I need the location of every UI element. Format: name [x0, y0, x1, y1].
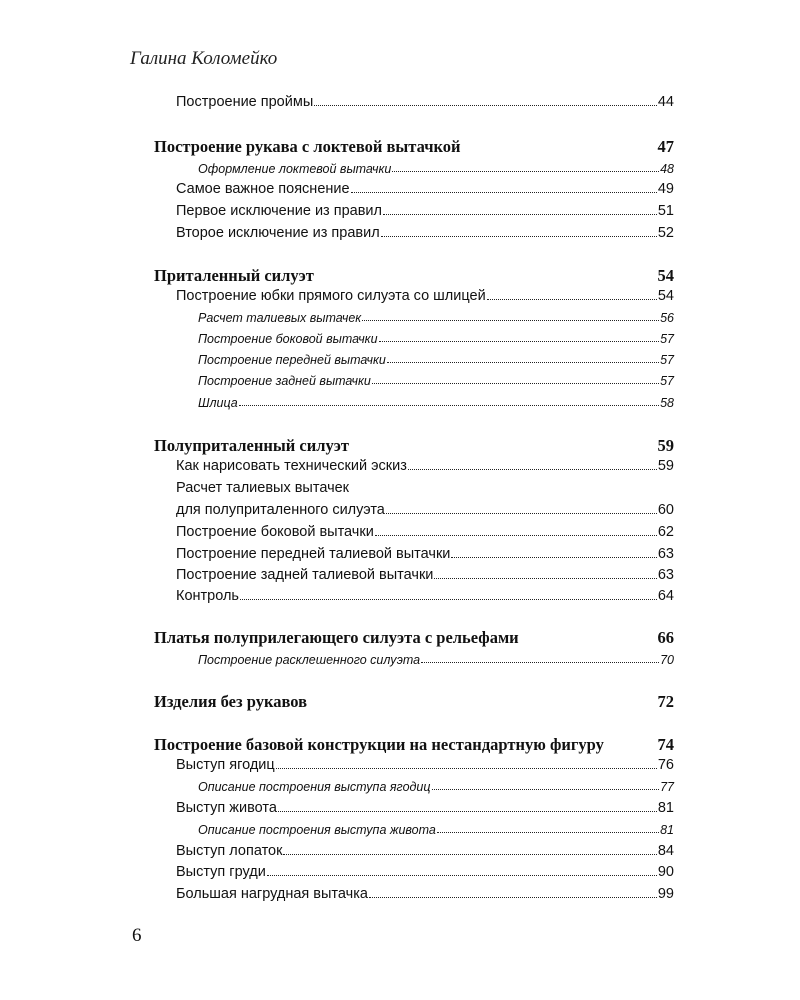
toc-entry-title: Выступ ягодиц [176, 757, 275, 773]
toc-entry-page: 52 [657, 225, 674, 241]
toc-section-title: Полуприталенный силуэт [154, 436, 349, 455]
toc-entry-title: Построение задней вытачки [198, 374, 371, 388]
toc-section-title: Изделия без рукавов [154, 692, 308, 711]
toc-entry-page: 77 [660, 780, 674, 794]
toc-entry-title: Построение расклешенного силуэта [198, 653, 421, 667]
toc-leader-dots [278, 811, 657, 812]
toc-leader-dots [381, 236, 657, 237]
toc-leader-dots [421, 662, 659, 663]
toc-entry-title: Расчет талиевых вытачек [198, 311, 362, 325]
toc-entry-title: Выступ живота [176, 800, 277, 816]
toc-leader-dots [240, 599, 657, 600]
toc-leader-dots [276, 768, 657, 769]
table-of-contents [154, 0, 674, 1000]
toc-entry-title: Первое исключение из правил [176, 203, 382, 219]
toc-leader-dots [267, 875, 657, 876]
toc-entry-title: Описание построения выступа живота [198, 823, 436, 837]
toc-entry-page: 81 [657, 800, 674, 816]
toc-entry-title: Построение юбки прямого силуэта со шлицей [176, 288, 486, 304]
toc-section-page: 74 [657, 735, 674, 754]
toc-section-sleeve[interactable] [154, 137, 674, 157]
toc-leader-dots [314, 105, 657, 106]
toc-entry-title: Построение боковой вытачки [198, 332, 378, 346]
toc-entry-page: 62 [657, 524, 674, 540]
toc-leader-dots [387, 362, 659, 363]
toc-entry-page: 59 [657, 458, 674, 474]
toc-entry-title: Как нарисовать технический эскиз [176, 458, 407, 474]
toc-entry-page: 81 [660, 823, 674, 837]
toc-entry-page: 63 [657, 546, 674, 562]
toc-entry-belly-desc[interactable] [198, 823, 674, 837]
toc-entry-title: Оформление локтевой вытачки [198, 162, 392, 176]
toc-entry-title: Контроль [176, 588, 239, 604]
toc-entry-side-dart[interactable] [198, 332, 674, 346]
toc-leader-dots [451, 557, 656, 558]
toc-entry-title: Построение передней вытачки [198, 353, 386, 367]
toc-entry-front-waist-dart[interactable] [176, 546, 674, 562]
toc-entry-elbow-dart[interactable] [198, 162, 674, 176]
toc-leader-dots [283, 854, 656, 855]
toc-leader-dots [362, 320, 659, 321]
toc-entry-page: 58 [660, 396, 674, 410]
toc-entry-title: Построение задней талиевой вытачки [176, 567, 434, 583]
toc-entry-title: Построение проймы [176, 94, 314, 110]
toc-entry-armhole[interactable] [176, 94, 674, 110]
toc-entry-title: Описание построения выступа ягодиц [198, 780, 431, 794]
toc-entry-straight-skirt[interactable] [176, 288, 674, 304]
toc-leader-dots [408, 469, 657, 470]
toc-entry-waist-darts-line2[interactable] [176, 502, 674, 518]
toc-section-page: 59 [657, 436, 674, 455]
toc-leader-dots [432, 789, 660, 790]
toc-leader-dots [369, 897, 657, 898]
toc-section-relief-dresses[interactable] [154, 628, 674, 648]
toc-entry-shoulder-blades[interactable] [176, 843, 674, 859]
toc-entry-page: 70 [660, 653, 674, 667]
toc-section-page: 54 [657, 266, 674, 285]
toc-section-title: Приталенный силуэт [154, 266, 314, 285]
toc-entry-waist-darts-line1[interactable] [176, 480, 674, 496]
toc-entry-bust[interactable] [176, 864, 674, 880]
toc-entry-tech-sketch[interactable] [176, 458, 674, 474]
toc-leader-dots [392, 171, 659, 172]
toc-section-page: 47 [657, 137, 674, 156]
toc-entry-title: Выступ лопаток [176, 843, 283, 859]
toc-entry-title: Самое важное пояснение [176, 181, 350, 197]
toc-leader-dots [437, 832, 659, 833]
toc-entry-page: 49 [657, 181, 674, 197]
toc-entry-title: Расчет талиевых вытачек [176, 480, 350, 496]
toc-entry-page: 99 [657, 886, 674, 902]
running-header-author: Галина Коломейко [130, 48, 278, 69]
toc-entry-buttocks-desc[interactable] [198, 780, 674, 794]
toc-leader-dots [487, 299, 657, 300]
page-number: 6 [132, 925, 142, 946]
toc-entry-page: 44 [657, 94, 674, 110]
toc-entry-page: 63 [657, 567, 674, 583]
toc-entry-page: 54 [657, 288, 674, 304]
toc-entry-back-waist-dart[interactable] [176, 567, 674, 583]
toc-entry-page: 57 [660, 332, 674, 346]
toc-section-title: Построение базовой конструкции на нестандартную фигуру [154, 735, 604, 754]
toc-section-title: Платья полуприлегающего силуэта с рельефами [154, 628, 519, 647]
toc-entry-flared-silhouette[interactable] [198, 653, 674, 667]
toc-entry-side-dart-2[interactable] [176, 524, 674, 540]
toc-entry-page: 90 [657, 864, 674, 880]
toc-entry-page: 56 [660, 311, 674, 325]
toc-entry-title: Второе исключение из правил [176, 225, 380, 241]
toc-entry-page: 64 [657, 588, 674, 604]
toc-leader-dots [386, 513, 657, 514]
toc-entry-title: Построение передней талиевой вытачки [176, 546, 451, 562]
toc-entry-title: для полуприталенного силуэта [176, 502, 385, 518]
toc-leader-dots [239, 405, 659, 406]
toc-entry-belly[interactable] [176, 800, 674, 816]
toc-entry-title: Шлица [198, 396, 238, 410]
toc-entry-page: 57 [660, 353, 674, 367]
toc-entry-waist-darts-calc[interactable] [198, 311, 674, 325]
toc-entry-key-note[interactable] [176, 181, 674, 197]
toc-section-page: 66 [657, 628, 674, 647]
toc-section-title: Построение рукава с локтевой вытачкой [154, 137, 461, 156]
toc-section-sleeveless[interactable] [154, 692, 674, 712]
toc-entry-back-dart[interactable] [198, 374, 674, 388]
toc-entry-page: 84 [657, 843, 674, 859]
toc-leader-dots [351, 192, 657, 193]
toc-entry-second-exception[interactable] [176, 225, 674, 241]
toc-section-nonstandard-figure[interactable] [154, 735, 674, 755]
toc-section-semi-fitted[interactable] [154, 436, 674, 456]
toc-entry-buttocks[interactable] [176, 757, 674, 773]
toc-leader-dots [375, 535, 657, 536]
toc-leader-dots [379, 341, 660, 342]
toc-entry-page: 48 [660, 162, 674, 176]
toc-entry-first-exception[interactable] [176, 203, 674, 219]
toc-entry-page: 60 [657, 502, 674, 518]
toc-leader-dots [434, 578, 656, 579]
toc-section-page: 72 [657, 692, 674, 711]
toc-entry-control[interactable] [176, 588, 674, 604]
toc-section-fitted[interactable] [154, 266, 674, 286]
toc-entry-slit[interactable] [198, 396, 674, 410]
toc-leader-dots [383, 214, 657, 215]
toc-entry-large-bust-dart[interactable] [176, 886, 674, 902]
toc-entry-page: 57 [660, 374, 674, 388]
toc-entry-page: 76 [657, 757, 674, 773]
toc-entry-title: Построение боковой вытачки [176, 524, 374, 540]
toc-entry-title: Большая нагрудная вытачка [176, 886, 368, 902]
toc-leader-dots [372, 383, 659, 384]
toc-entry-front-dart[interactable] [198, 353, 674, 367]
toc-entry-page: 51 [657, 203, 674, 219]
toc-entry-title: Выступ груди [176, 864, 266, 880]
